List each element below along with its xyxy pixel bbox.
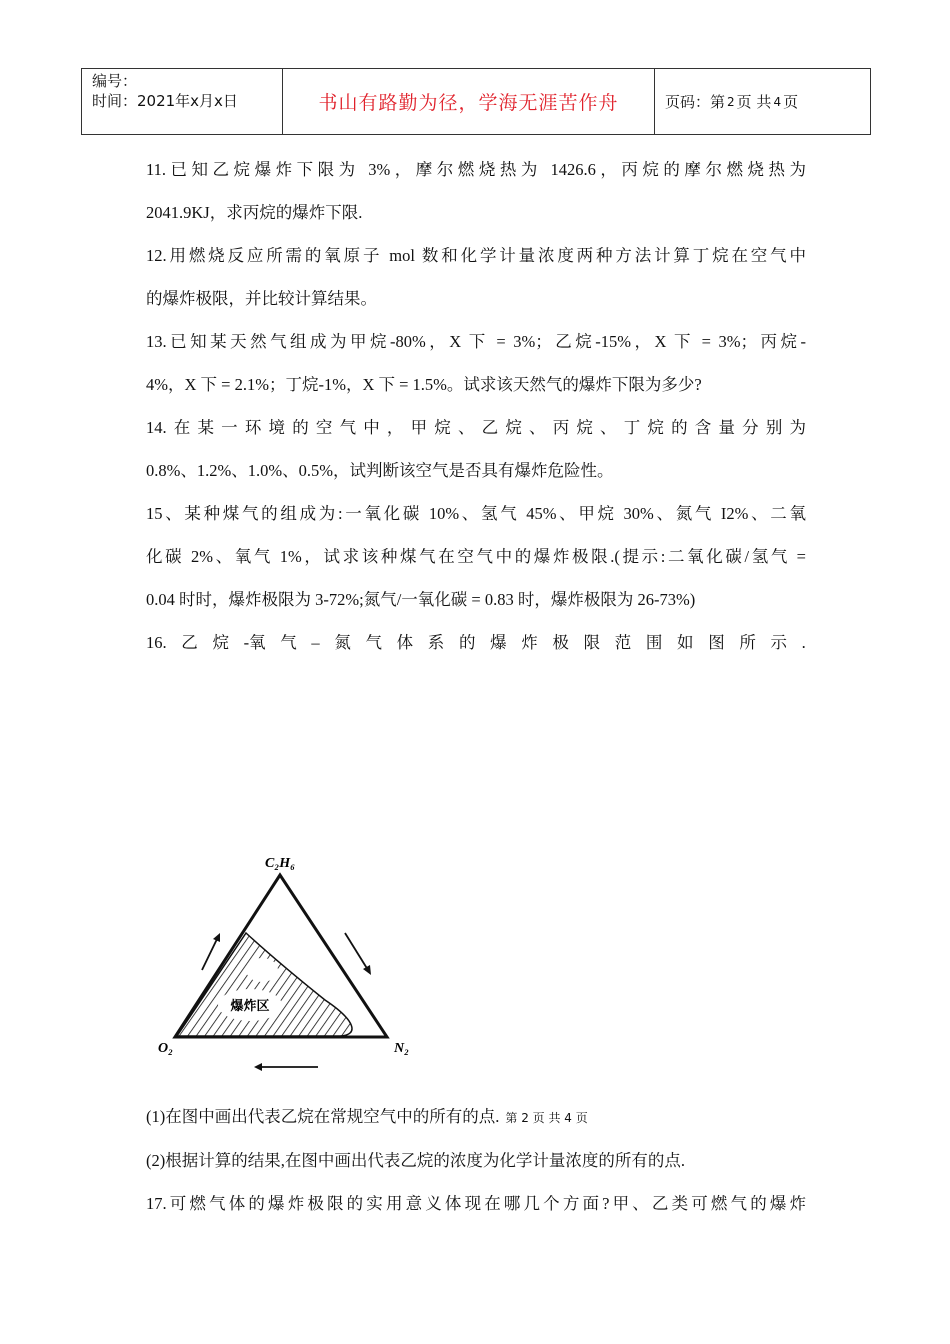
- page-prefix: 页码：第: [665, 93, 726, 111]
- text-line: 11.已知乙烷爆炸下限为 3%，摩尔燃烧热为 1426.6，丙烷的摩尔燃烧热为: [146, 160, 806, 179]
- line16-part: 气: [280, 633, 297, 652]
- line16-part: 所: [739, 633, 756, 652]
- text-line: 2041.9KJ，求丙烷的爆炸下限.: [146, 203, 363, 222]
- question-17: 17.可燃气体的爆炸极限的实用意义体现在哪几个方面?甲、乙类可燃气的爆炸: [146, 1194, 806, 1213]
- line16-part: 极: [552, 633, 569, 652]
- document-header: [81, 68, 871, 135]
- ternary-explosion-diagram: [150, 845, 410, 1080]
- explosion-region-label: 爆炸区: [230, 999, 270, 1014]
- page-total: 4: [773, 94, 782, 109]
- text-line: 12.用燃烧反应所需的氧原子 mol 数和化学计量浓度两种方法计算丁烷在空气中: [146, 246, 806, 265]
- time-label: 时间：2021年x月x日: [92, 92, 238, 110]
- page-footer-mark: 第 2 页 共 4 页: [505, 1111, 588, 1125]
- line16-part: 乙: [181, 633, 198, 652]
- code-label: 编号：: [92, 72, 138, 90]
- text-line: 14.在某一环境的空气中，甲烷、乙烷、丙烷、丁烷的含量分别为: [146, 418, 806, 437]
- line16-part: 的: [458, 633, 476, 652]
- text-line: 的爆炸极限，并比较计算结果。: [146, 289, 377, 308]
- text-line: 0.04 时时，爆炸极限为 3-72%;氮气/一氧化碳 = 0.83 时，爆炸极限为 26-73%): [146, 590, 696, 609]
- line16-part: 体: [396, 633, 414, 652]
- question-1: (1)在图中画出代表乙烷在常规空气中的所有的点.: [146, 1107, 500, 1126]
- line16-part: 炸: [521, 633, 538, 652]
- line16-part: 气: [365, 633, 382, 652]
- text-line-16: [146, 632, 806, 654]
- line16-part: 图: [708, 633, 725, 652]
- text-line: 13.已知某天然气组成为甲烷-80%，X 下 = 3%；乙烷-15%，X 下 = 3%；丙烷-: [146, 332, 806, 351]
- line16-part: 16.: [146, 633, 167, 652]
- page-indicator: [655, 69, 870, 134]
- arrow-right-head-icon: [363, 965, 371, 975]
- page-suffix: 页: [783, 93, 799, 111]
- question-2: (2)根据计算的结果,在图中画出代表乙烷的浓度为化学计量浓度的所有的点.: [146, 1151, 685, 1170]
- header-motto: 书山有路勤为径，学海无涯苦作舟: [283, 69, 655, 134]
- line16-part: 爆: [490, 633, 507, 652]
- line16-part: 围: [645, 633, 663, 652]
- line16-part: 烷: [212, 633, 229, 652]
- text-line: 化碳 2%、氧气 1%，试求该种煤气在空气中的爆炸极限.(提示:二氧化碳/氢气 =: [146, 547, 806, 566]
- vertex-label-right: N₂: [394, 1041, 409, 1056]
- line16-part: 氮: [334, 633, 351, 652]
- vertex-label-left: O₂: [158, 1041, 173, 1056]
- text-line: 0.8%、1.2%、1.0%、0.5%，试判断该空气是否具有爆炸危险性。: [146, 461, 614, 480]
- page-middle: 页 共: [736, 93, 772, 111]
- arrow-bottom-head-icon: [254, 1063, 262, 1071]
- vertex-label-top: C₂H₆: [265, 856, 295, 871]
- line16-part: –: [311, 633, 320, 652]
- arrow-left-line: [202, 937, 218, 970]
- line16-part: 系: [427, 633, 445, 652]
- arrow-right-line: [345, 933, 368, 970]
- line16-part: 示: [770, 633, 787, 652]
- line16-part: 限: [583, 633, 601, 652]
- line16-part: .: [801, 633, 806, 652]
- text-line: 15、某种煤气的组成为:一氧化碳 10%、氢气 45%、甲烷 30%、氮气 I2%、二氧: [146, 504, 806, 523]
- explosion-region: [177, 933, 352, 1036]
- page-current: 2: [727, 94, 735, 109]
- line16-part: 范: [614, 633, 632, 652]
- text-line: 4%，X 下 = 2.1%；丁烷-1%，X 下 = 1.5%。试求该天然气的爆炸下限为多少?: [146, 375, 702, 394]
- region-highlight: [246, 958, 278, 982]
- question-1-line: [146, 1106, 806, 1129]
- line16-part: -氧: [243, 633, 266, 652]
- header-left-cell: [82, 69, 283, 134]
- line16-part: 如: [677, 633, 694, 652]
